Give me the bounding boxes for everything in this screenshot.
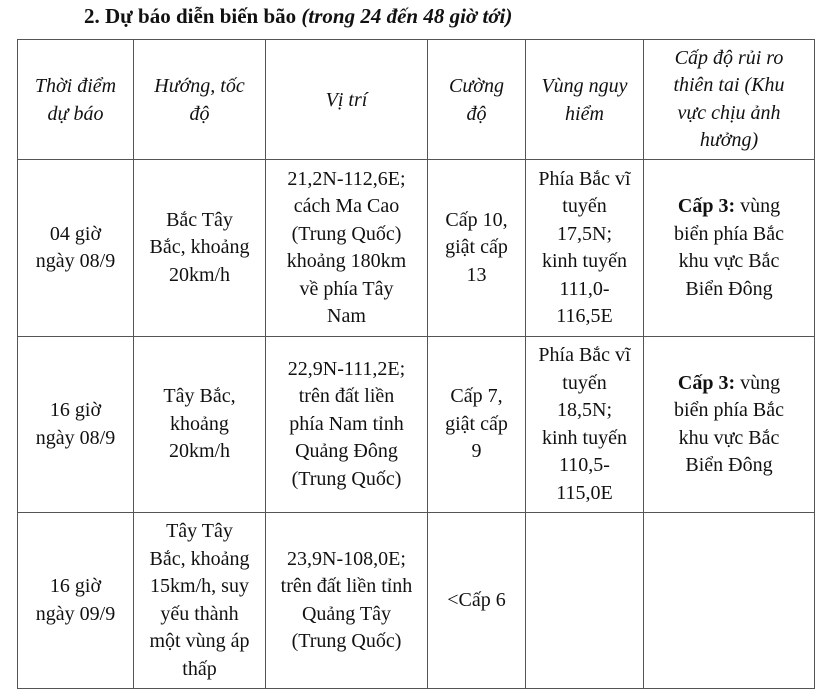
cell-intensity: Cấp 7, giật cấp 9 xyxy=(428,337,526,513)
section-heading xyxy=(84,4,512,29)
section-subtitle: (trong 24 đến 48 giờ tới) xyxy=(301,4,513,28)
risk-level-label: Cấp 3: xyxy=(677,371,736,394)
header-direction-speed: Hướng, tốc độ xyxy=(134,40,266,160)
cell-forecast-time: 16 giờ ngày 09/9 xyxy=(18,513,134,689)
cell-danger-zone: Phía Bắc vĩ tuyến 18,5N; kinh tuyến 110,5- 115,0E xyxy=(526,337,644,513)
table-row xyxy=(18,513,815,689)
header-danger-zone: Vùng nguy hiểm xyxy=(526,40,644,160)
header-risk-level: Cấp độ rủi ro thiên tai (Khu vực chịu ảnh hưởng) xyxy=(644,40,815,160)
cell-danger-zone: Phía Bắc vĩ tuyến 17,5N; kinh tuyến 111,0- 116,5E xyxy=(526,160,644,337)
table-row xyxy=(18,160,815,337)
section-title: 2. Dự báo diễn biến bão xyxy=(84,4,297,28)
cell-forecast-time: 04 giờ ngày 08/9 xyxy=(18,160,134,337)
cell-position: 22,9N-111,2E; trên đất liền phía Nam tỉnh Quảng Đông (Trung Quốc) xyxy=(266,337,428,513)
cell-risk-level: Cấp 3: vùng biển phía Bắc khu vực Bắc Biển Đông xyxy=(644,337,815,513)
cell-danger-zone xyxy=(526,513,644,689)
cell-intensity: Cấp 10, giật cấp 13 xyxy=(428,160,526,337)
cell-intensity: <Cấp 6 xyxy=(428,513,526,689)
table-row xyxy=(18,337,815,513)
cell-risk-level: Cấp 3: vùng biển phía Bắc khu vực Bắc Biển Đông xyxy=(644,160,815,337)
cell-direction-speed: Bắc Tây Bắc, khoảng 20km/h xyxy=(134,160,266,337)
header-position: Vị trí xyxy=(266,40,428,160)
cell-position: 23,9N-108,0E; trên đất liền tỉnh Quảng Tây (Trung Quốc) xyxy=(266,513,428,689)
storm-forecast-table xyxy=(17,39,815,689)
cell-risk-level xyxy=(644,513,815,689)
header-forecast-time: Thời điểm dự báo xyxy=(18,40,134,160)
cell-direction-speed: Tây Tây Bắc, khoảng 15km/h, suy yếu thành một vùng áp thấp xyxy=(134,513,266,689)
cell-forecast-time: 16 giờ ngày 08/9 xyxy=(18,337,134,513)
risk-level-label: Cấp 3: xyxy=(677,195,736,217)
cell-direction-speed: Tây Bắc, khoảng 20km/h xyxy=(134,337,266,513)
table-header-row xyxy=(18,40,815,160)
cell-position: 21,2N-112,6E; cách Ma Cao (Trung Quốc) khoảng 180km về phía Tây Nam xyxy=(266,160,428,337)
header-intensity: Cường độ xyxy=(428,40,526,160)
